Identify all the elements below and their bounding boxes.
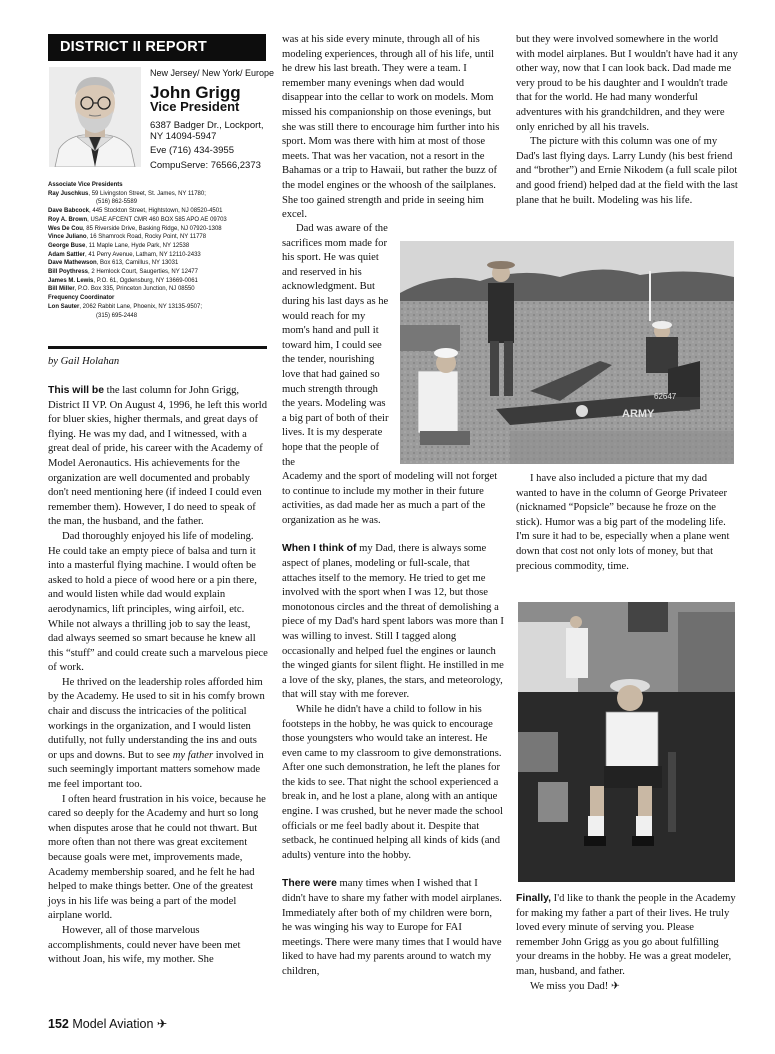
paragraph: but they were involved somewhere in the world with model airplanes. But I wouldn't have had it any other way, now that I can look back. Dad made me very proud to be his daughter and I wouldn't trade that for the world. He had many wonderful adventures with his grandchildren, and they were only enriched by all his travels.: [516, 34, 738, 133]
paragraph: We miss you Dad! ✈: [530, 980, 620, 992]
magazine-name: Model Aviation: [72, 1017, 154, 1031]
paragraph: He thrived on the leadership roles afforded him by the Academy. He used to sit in his comfy brown chair and discuss the intricacies of the political workings in the organization, and I would listen dutifully, not fully understanding the ins and outs or ups and downs. But to see my father involved in such seemingly important matters somehow made me feel important too.: [48, 676, 265, 791]
paragraph: There were many times when I wished that I didn't have to share my father with model airplanes. Immediately after both of my children were born, he was winging his way to Europe for FAI meetings. There were many times that I would have liked to have had my parents around to watch my children,: [282, 878, 502, 977]
associate-vp-list: [48, 181, 268, 320]
paragraph: However, all of those marvelous accomplishments, could never have been met without Joan, his wife, my mother. She: [48, 924, 241, 966]
page-number: 152: [48, 1017, 69, 1031]
list-item: Dave Babcock, 445 Stockton Street, Hightstown, NJ 08520-4501: [48, 208, 223, 215]
paragraph: Dad was aware of the sacrifices mom made for his sport. He was quiet and reserved in his acknowledgment. But during his last days as he would reach for my mom's hand and pull it toward him, I could see the tender, nourishing love that had gained so much strength through the years. Modeling was a big part of both of their lives. It is my desperate hope that the people of the: [282, 223, 389, 468]
region-label: New Jersey/ New York/ Europe: [150, 68, 275, 78]
paragraph: The picture with this column was one of my Dad's last flying days. Larry Lundy (his best friend and “brother”) and Ernie Nikodem (a full scale pilot and good friend) helped dad at the field with the last plane that he built. Modeling was his life.: [516, 136, 738, 206]
list-item: George Buse, 11 Maple Lane, Hyde Park, NY 12538: [48, 242, 190, 249]
paragraph: Finally, I'd like to thank the people in the Academy for making my father a part of their lives. He truly loved every minute of serving you. Please remember John Grigg as you go about fulfilling your dreams in the hobby. He was a great modeler, man, husband, and father.: [516, 893, 736, 977]
article-column-2-narrow: [282, 222, 392, 470]
list-item: Bill Poythress, 2 Hemlock Court, Saugerties, NY 12477: [48, 269, 198, 276]
divider: [48, 346, 267, 349]
freq-heading: Frequency Coordinator: [48, 295, 115, 302]
compuserve-id: CompuServe: 76566,2373: [150, 160, 261, 171]
flying-field-photo: [400, 241, 734, 464]
list-item: Wes De Cou, 85 Riverside Drive, Basking Ridge, NJ 07920-1308: [48, 225, 222, 232]
list-item: James M. Lewis, P.O. 61, Ogdensburg, NY 13669-0061: [48, 277, 198, 284]
paragraph: While he didn't have a child to follow in his footsteps in the hobby, he was quick to encourage those youngsters who would take an interest. He even came to my classroom to give demonstrations. After one such demonstration, he left the planes for the kids to see. That night the school experienced a break in, and he lost a plane, along with an antique engine. I was crushed, but he never made the school officials or me feel badly about it. Despite that setback, he continued helping all kinds of kids (and adults) venture into the hobby.: [282, 703, 503, 861]
paragraph: This will be the last column for John Grigg, District II VP. On August 4, 1996, he left this world for bluer skies, higher thermals, and great days of flying. He was my dad, and I witnessed, with a great deal of pride, his career with the Academy of Model Aeronautics. His achievements for the organization are well documented and probably don't need mentioning here (if indeed I could even remember them). However, I do need to speak of the man, the husband, and the father.: [48, 385, 268, 528]
paragraph: Academy and the sport of modeling will not forget to continue to include my mother in their future activities, as dad made her as much a part of the organization as he was.: [282, 471, 498, 526]
list-item: (315) 695-2448: [96, 312, 138, 319]
phone-number: Eve (716) 434-3955: [150, 145, 234, 156]
byline: by Gail Holahan: [48, 356, 120, 367]
article-column-2: [282, 33, 504, 223]
list-item: Roy A. Brown, USAE AFCENT CMR 460 BOX 585 APO AE 09703: [48, 216, 227, 223]
address-line: 6387 Badger Dr., Lockport,: [150, 120, 264, 131]
plane-marking: ARMY: [622, 408, 655, 420]
person-title: Vice President: [150, 99, 240, 114]
paragraph: When I think of my Dad, there is always some aspect of planes, modeling or full-scale, that attaches itself to the memory. He tried to get me involved with the sport when I was 12, but those monotonous circles and the threat of demolishing a piece of my Dad's hard spent labors was more than I was willing to invest. Still I tagged along occasionally and helped fuel the engines or launch the winged giants for silent flight. He instilled in me a love of the sky, planes, the stars, and meteorology, that will stay with me forever.: [282, 543, 504, 701]
paragraph: Dad thoroughly enjoyed his life of modeling. He could take an empty piece of balsa and turn it into a masterful flying machine. I would often be asked to hold a piece of wood here or a pin there, and would listen while dad would explain aerodynamics, lift principles, wing airfoil, etc. While not always a thrilling job to say the least, dad always seemed so smart because he knew all this “stuff” and could create such a marvelous piece of work.: [48, 530, 268, 674]
article-column-3-bottom: [516, 892, 738, 994]
article-column-2-lower: [282, 470, 504, 980]
list-item: Dave Mathewson, Box 613, Camillus, NY 13031: [48, 260, 179, 267]
paragraph: was at his side every minute, through all of his modeling experiences, through all of his life, until he drew his last breath. They were a team. I remember many evenings when dad would disappear into the cellar to work on models. Mom missed his companionship on those evenings, but she was still there to encourage him further into his sport. Mom was there with him at most of those meets. That was her vacation, not a resort in the Bahamas or a trip to Hawaii, but rather the buzz of the model engines or the whoosh of the sailplanes. She too gained strength and pride in seeing him excel.: [282, 34, 500, 221]
list-item: Bill Miller, P.O. Box 335, Princeton Junction, NJ 08550: [48, 286, 195, 293]
popsicle-photo: [518, 602, 735, 882]
assoc-heading: Associate Vice Presidents: [48, 182, 123, 188]
person-name: John Grigg: [150, 83, 241, 102]
list-item: Adam Sattler, 41 Perry Avenue, Latham, NY 12110-2433: [48, 251, 201, 258]
list-item: (516) 862-5589: [96, 199, 138, 206]
address-line: NY 14094-5947: [150, 131, 217, 142]
plane-tail-number: 62647: [654, 392, 677, 401]
column-banner: DISTRICT II REPORT: [48, 34, 266, 61]
article-column-3: [516, 33, 738, 208]
paragraph: I have also included a picture that my dad wanted to have in the column of George Privateer (nicknamed “Popsicle” because he froze on the stick). Humor was a big part of the modeling life. I'm sure it had to be, especially when a plane went down that cost not only lots of money, but that precious commodity, time.: [516, 473, 730, 572]
list-item: Ray Juschkus, 59 Livingston Street, St. James, NY 11780;: [48, 190, 206, 197]
paragraph: I often heard frustration in his voice, because he cared so deeply for the Academy and hurt so long when disputes arose that he could not thwart. But more often than not there was great excitement because goals were met, improvements made, Academy membership soared, and he felt he had helped to make things better. One of the greatest joys in his life was being a part of the model airplane world.: [48, 793, 266, 922]
airplane-icon: ✈: [156, 1017, 168, 1031]
list-item: Vince Juliano, 16 Shamrock Road, Rocky Point, NY 11778: [48, 234, 207, 241]
list-item: Lon Sauter, 2062 Rabbit Lane, Phoenix, NY 13135-9507;: [48, 303, 202, 310]
article-column-1: [48, 384, 268, 968]
portrait-photo: [49, 67, 141, 167]
page-footer: [48, 1016, 167, 1031]
article-column-3-middle: [516, 472, 738, 574]
